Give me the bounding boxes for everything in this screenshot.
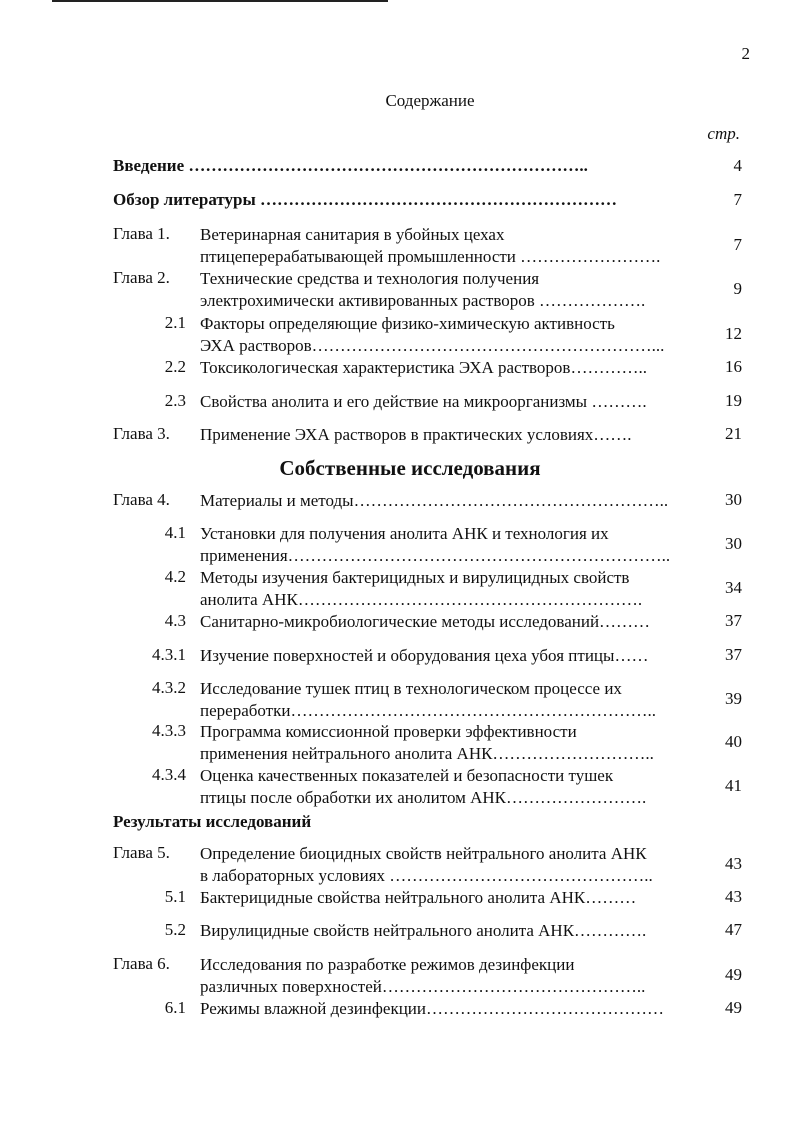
toc-entry-label: 2.1 [164,313,186,332]
toc-entry-page: 12 [725,324,742,343]
toc-entry-title: Обзор литературы ……………………………………………………… [113,190,618,209]
toc-entry-text: Применение ЭХА растворов в практических условиях……. [200,425,632,444]
toc-entry-title: Введение …………………………………………………………….. [113,156,588,175]
toc-entry-text: Определение биоцидных свойств нейтрального анолита АНК в лабораторных условиях ……………………………………….. [200,844,653,885]
toc-entry-label: 4.1 [164,523,186,542]
toc-entry-text: Исследование тушек птиц в технологическом процессе их переработки……………………………………………………….. [200,679,656,720]
toc-entry-page: 9 [733,279,742,298]
toc-entry-text: Ветеринарная санитария в убойных цехах птицеперерабатывающей промышленности ……………………. [200,225,661,266]
toc-entry-text: Санитарно-микробиологические методы исследований……… [200,612,651,631]
toc-entry-text: Технические средства и технология получения электрохимически активированных растворов ………………. [200,269,646,310]
toc-entry-label: 4.3.3 [152,721,186,740]
section-heading-own-research: Собственные исследования [279,456,541,480]
toc-entry-page: 30 [725,490,742,509]
toc-entry-label: 4.3.1 [152,645,186,664]
page-title: Содержание [385,91,475,110]
toc-entry-text: Токсикологическая характеристика ЭХА растворов………….. [200,358,647,377]
toc-entry-page: 16 [725,357,742,376]
toc-entry-label: 4.3 [164,611,186,630]
toc-entry-label: 2.2 [164,357,186,376]
toc-entry-page: 41 [725,776,742,795]
toc-entry-label: Глава 3. [113,424,170,443]
toc-entry-page: 30 [725,534,742,553]
toc-entry-page: 47 [725,920,742,939]
toc-entry-label: 5.2 [164,920,186,939]
toc-entry-page: 19 [725,391,742,410]
section-heading-results: Результаты исследований [113,812,312,831]
toc-entry-page: 49 [725,998,742,1017]
toc-entry-text: Свойства анолита и его действие на микроорганизмы ………. [200,392,647,411]
toc-entry-label: Глава 4. [113,490,170,509]
toc-entry-page: 7 [733,235,742,254]
toc-entry-page: 7 [733,190,742,209]
toc-entry-label: Глава 1. [113,224,170,243]
toc-entry-text: Вирулицидные свойств нейтрального анолита АНК…………. [200,921,647,940]
toc-entry-text: Режимы влажной дезинфекции…………………………………… [200,999,664,1018]
page-number: 2 [741,44,750,63]
toc-entry-label: Глава 2. [113,268,170,287]
toc-entry-text: Оценка качественных показателей и безопасности тушек птицы после обработки их анолитом АНК……………………. [200,766,647,807]
toc-entry-text: Бактерицидные свойства нейтрального анолита АНК……… [200,888,637,907]
toc-entry-text: Методы изучения бактерицидных и вирулицидных свойств анолита АНК……………………………………………………. [200,568,643,609]
top-rule [52,0,388,2]
toc-entry-label: 6.1 [164,998,186,1017]
toc-entry-page: 43 [725,887,742,906]
toc-entry-text: Программа комиссионной проверки эффективности применения нейтрального анолита АНК……………………….. [200,722,654,763]
toc-entry-page: 40 [725,732,742,751]
toc-entry-text: Факторы определяющие физико-химическую активность ЭХА растворов……………………………………………………... [200,314,665,355]
toc-entry-label: 4.3.2 [152,678,186,697]
toc-entry-page: 4 [733,156,742,175]
toc-entry-page: 21 [725,424,742,443]
toc-entry-page: 39 [725,689,742,708]
toc-entry-text: Установки для получения анолита АНК и технология их применения………………………………………………………….. [200,524,671,565]
toc-entry-page: 49 [725,965,742,984]
toc-entry-page: 34 [725,578,742,597]
toc-entry-text: Исследования по разработке режимов дезинфекции различных поверхностей……………………………………….. [200,955,646,996]
toc-entry-label: 4.2 [164,567,186,586]
toc-entry-label: 4.3.4 [152,765,186,784]
page-column-label: стр. [707,124,740,143]
toc-entry-label: 5.1 [164,887,186,906]
toc-entry-text: Материалы и методы……………………………………………….. [200,491,669,510]
toc-entry-label: Глава 6. [113,954,170,973]
toc-entry-label: Глава 5. [113,843,170,862]
toc-entry-label: 2.3 [164,391,186,410]
toc-entry-page: 37 [725,611,742,630]
toc-entry-text: Изучение поверхностей и оборудования цеха убоя птицы…… [200,646,649,665]
toc-entry-page: 37 [725,645,742,664]
toc-entry-page: 43 [725,854,742,873]
